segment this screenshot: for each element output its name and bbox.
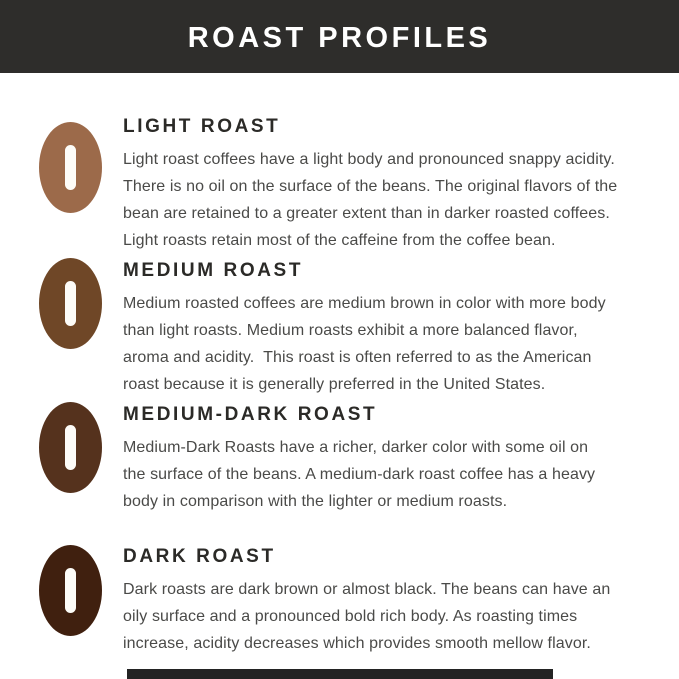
description-line: Medium roasted coffees are medium brown in color with more body xyxy=(123,295,606,312)
coffee-bean-icon xyxy=(39,402,102,493)
coffee-bean-icon xyxy=(39,545,102,636)
section-text xyxy=(123,405,671,515)
description-line: bean are retained to a greater extent than in darker roasted coffees. xyxy=(123,205,610,222)
description-line: than light roasts. Medium roasts exhibit a more balanced flavor, xyxy=(123,322,578,339)
description-line: There is no oil on the surface of the beans. The original flavors of the xyxy=(123,178,618,195)
section-description xyxy=(123,576,671,657)
bottom-bar xyxy=(127,669,553,679)
page-title: ROAST PROFILES xyxy=(187,22,492,54)
section-text xyxy=(123,117,671,254)
bean-slit xyxy=(65,425,76,470)
description-line: Dark roasts are dark brown or almost black. The beans can have an xyxy=(123,581,611,598)
bean-slit xyxy=(65,145,76,190)
bean-slit xyxy=(65,568,76,613)
description-line: Light roast coffees have a light body and pronounced snappy acidity. xyxy=(123,151,615,168)
header xyxy=(0,0,679,73)
section-title: MEDIUM-DARK ROAST xyxy=(123,404,378,425)
description-line: Medium-Dark Roasts have a richer, darker color with some oil on xyxy=(123,439,589,456)
section-description xyxy=(123,146,671,254)
coffee-bean-icon xyxy=(39,122,102,213)
section-title: LIGHT ROAST xyxy=(123,116,281,137)
section-text xyxy=(123,261,671,398)
section-title: DARK ROAST xyxy=(123,546,276,567)
description-line: body in comparison with the lighter or medium roasts. xyxy=(123,493,508,510)
bean-slit xyxy=(65,281,76,326)
description-line: increase, acidity decreases which provides smooth mellow flavor. xyxy=(123,635,591,652)
description-line: oily surface and a pronounced bold rich body. As roasting times xyxy=(123,608,578,625)
description-line: aroma and acidity. This roast is often referred to as the American xyxy=(123,349,592,366)
description-line: the surface of the beans. A medium-dark roast coffee has a heavy xyxy=(123,466,596,483)
description-line: roast because it is generally preferred in the United States. xyxy=(123,376,546,393)
section-description xyxy=(123,434,671,515)
section-title: MEDIUM ROAST xyxy=(123,260,304,281)
description-line: Light roasts retain most of the caffeine from the coffee bean. xyxy=(123,232,556,249)
section-text xyxy=(123,547,671,657)
coffee-bean-icon xyxy=(39,258,102,349)
section-description xyxy=(123,290,671,398)
